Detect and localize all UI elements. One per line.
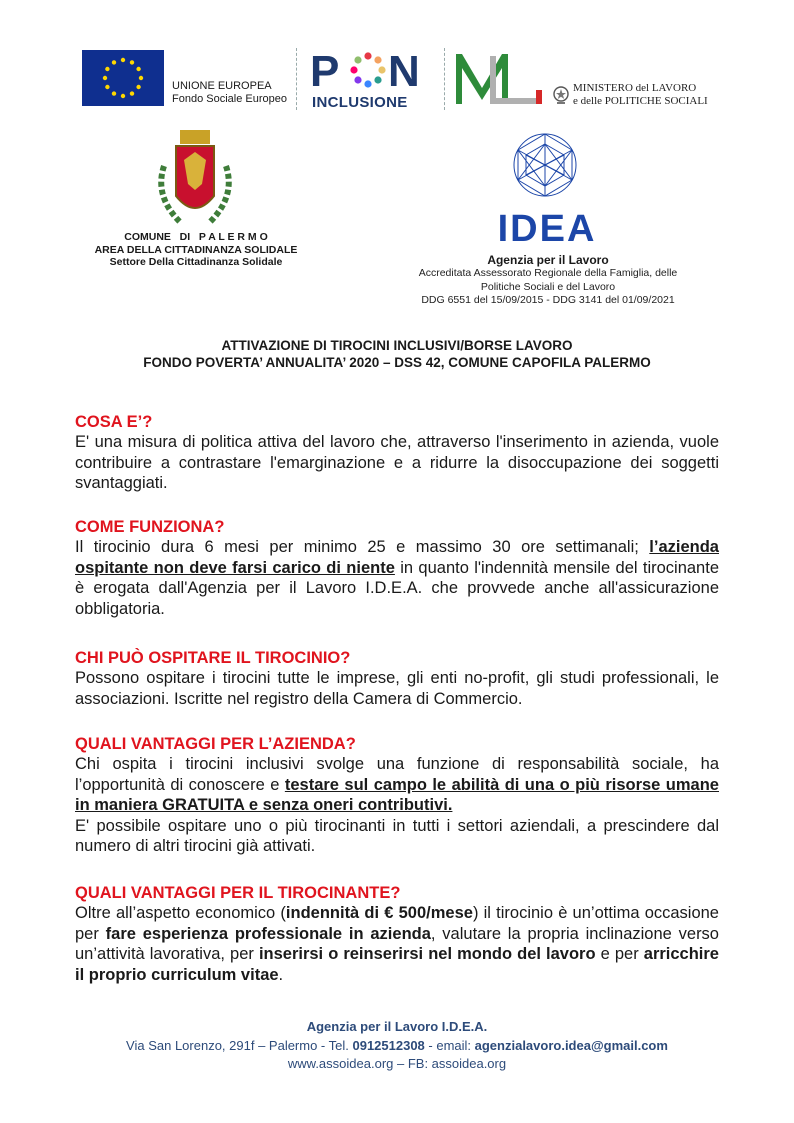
idea-agency-name: Agenzia per il Lavoro	[487, 253, 609, 267]
section-body: E' una misura di politica attiva del lavoro che, attraverso l'inserimento in azienda, vuole contribuire a contrastare l'emarginazione e a ridurre la disoccupazione dei soggetti svantaggiati.	[75, 433, 719, 492]
svg-text:P: P	[310, 47, 340, 96]
svg-text:N: N	[388, 47, 420, 96]
pon-inclusione-label: INCLUSIONE	[312, 94, 408, 111]
footer-contacts	[60, 1018, 734, 1074]
section-body: Il tirocinio dura 6 mesi per minimo 25 e massimo 30 ore settimanali; l’azienda ospitante non deve farsi carico di niente in quanto l'indennità mensile del tirocinante è erogata dall'Agenzia per il Lavoro I.D.E.A. che provvede anche all'assicurazione obbligatoria.	[75, 538, 719, 618]
document-title: ATTIVAZIONE DI TIROCINI INCLUSIVI/BORSE LAVORO FONDO POVERTA’ ANNUALITA’ 2020 – DSS 42, COMUNE CAPOFILA PALERMO	[143, 338, 651, 370]
footer-agency-name: Agenzia per il Lavoro I.D.E.A.	[306, 1019, 488, 1034]
footer-address: Via San Lorenzo, 291f – Palermo - Tel. 0912512308 - email: agenzialavoro.idea@gmail.com	[126, 1037, 668, 1053]
section-body: Oltre all’aspetto economico (indennità di € 500/mese) il tirocinio è un’ottima occasione per fare esperienza professionale in azienda, valutare la propria inclinazione verso un’attività lavorativa, per inserirsi o reinserirsi nel mondo del lavoro e per arricchire il proprio curriculum vitae.	[75, 904, 719, 984]
section-heading: COME FUNZIONA?	[75, 518, 225, 536]
logo-divider	[296, 48, 297, 110]
ministry-label: MINISTERO del LAVORO e delle POLITICHE SOCIALI	[573, 82, 708, 107]
footer-web-link[interactable]: www.assoidea.org – FB: assoidea.org	[287, 1056, 507, 1071]
eu-label: UNIONE EUROPEA Fondo Sociale Europeo	[172, 80, 287, 105]
section-cosa	[75, 412, 719, 494]
section-body: Chi ospita i tirocini inclusivi svolge una funzione di responsabilità sociale, ha l’opportunità di conoscere e testare sul campo le abilità di una o più risorse umane in maniera GRATUITA e senza oneri contributivi.	[75, 755, 719, 814]
logo-divider	[444, 48, 445, 110]
footer-email-link[interactable]: agenzialavoro.idea@gmail.com	[474, 1037, 668, 1053]
section-vantaggi-azienda	[75, 734, 719, 857]
footer-phone[interactable]: 0912512308	[352, 1037, 425, 1053]
section-body: E' possibile ospitare uno o più tirocinanti in tutti i settori aziendali, a prescindere dal numero di altri tirocini già attivati.	[75, 816, 719, 855]
idea-globe-icon	[512, 132, 578, 198]
section-come-funziona	[75, 517, 719, 619]
idea-accreditation: Accreditata Assessorato Regionale della Famiglia, delle Politiche Sociali e del Lavoro DDG 6551 del 15/09/2015 - DDG 3141 del 01/09/2021	[418, 267, 678, 306]
section-vantaggi-tirocinante	[75, 883, 719, 985]
eu-flag-logo	[82, 50, 164, 106]
italian-republic-emblem-icon	[552, 84, 570, 106]
section-heading: COSA E’?	[75, 413, 153, 431]
section-heading: QUALI VANTAGGI PER L’AZIENDA?	[75, 735, 356, 753]
section-heading: CHI PUÒ OSPITARE IL TIROCINIO?	[75, 649, 351, 667]
section-chi-puo-ospitare	[75, 648, 719, 709]
emphasis-underlined: testare sul campo le abilità di una o più risorse umane in maniera GRATUITA e senza oneri contributivi.	[75, 775, 719, 814]
section-heading: QUALI VANTAGGI PER IL TIROCINANTE?	[75, 884, 401, 902]
section-body: Possono ospitare i tirocini tutte le imprese, gli enti no-profit, gli studi professionali, le associazioni. Iscritte nel registro della Camera di Commercio.	[75, 669, 719, 708]
idea-wordmark: IDEA	[497, 208, 597, 250]
palermo-crest-logo	[150, 126, 240, 230]
comune-palermo-label: COMUNE DI P A L E R M O AREA DELLA CITTADINANZA SOLIDALE Settore Della Cittadinanza Solidale	[94, 231, 298, 268]
ministry-ml-logo	[452, 48, 544, 108]
emphasis-underlined: l’azienda ospitante non deve farsi carico di niente	[75, 538, 719, 577]
